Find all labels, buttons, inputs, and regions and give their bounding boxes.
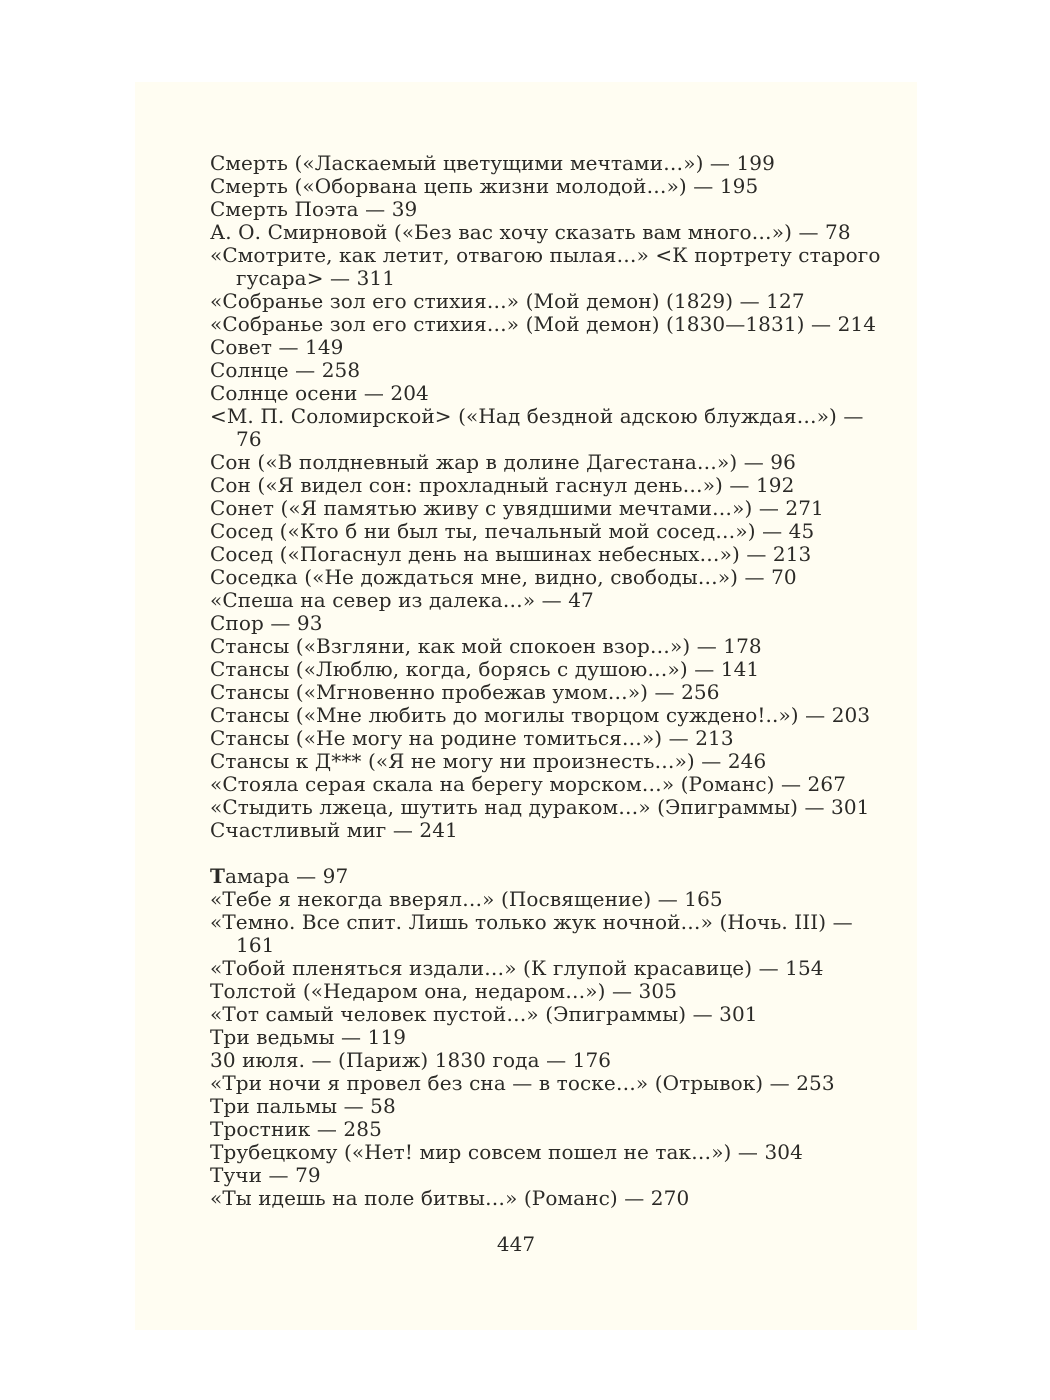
index-line: Совет — 149 [210,335,344,359]
index-line: Солнце осени — 204 [210,381,429,405]
index-line: «Собранье зол его стихия…» (Мой демон) (1829) — 127 [210,289,805,313]
index-line: Сон («В полдневный жар в долине Дагестана…») — 96 [210,450,796,474]
section-lead-letter: Т [210,864,225,888]
index-line: «Три ночи я провел без сна — в тоске…» (Отрывок) — 253 [210,1071,835,1095]
page-number: 447 [496,1232,536,1256]
index-line: А. О. Смирновой («Без вас хочу сказать вам много…») — 78 [210,220,851,244]
index-line: «Спеша на север из далека…» — 47 [210,588,594,612]
index-line: Стансы к Д*** («Я не могу ни произнесть…») — 246 [210,749,767,773]
index-line: «Смотрите, как летит, отвагою пылая…» <К портрету старого [210,243,881,267]
index-line: Соседка («Не дождаться мне, видно, свободы…») — 70 [210,565,797,589]
index-line: «Тобой пленяться издали…» (К глупой красавице) — 154 [210,956,824,980]
index-line: Три пальмы — 58 [210,1094,396,1118]
index-line: Три ведьмы — 119 [210,1025,407,1049]
index-line: «Темно. Все спит. Лишь только жук ночной…» (Ночь. III) — [210,910,853,934]
index-line: Тростник — 285 [210,1117,382,1141]
index-line: гусара> — 311 [236,266,396,290]
index-line: Тамара — 97 [210,864,349,888]
index-line: 30 июля. — (Париж) 1830 года — 176 [210,1048,612,1072]
index-line: Тучи — 79 [210,1163,321,1187]
index-line: «Тот самый человек пустой…» (Эпиграммы) — 301 [210,1002,758,1026]
index-line: Счастливый миг — 241 [210,818,458,842]
index-line: Спор — 93 [210,611,323,635]
index-line: Трубецкому («Нет! мир совсем пошел не так…») — 304 [210,1140,803,1164]
index-line: Смерть («Оборвана цепь жизни молодой…») — 195 [210,174,759,198]
index-line: «Тебе я некогда вверял…» (Посвящение) — 165 [210,887,723,911]
index-line: Смерть («Ласкаемый цветущими мечтами…») — 199 [210,151,775,175]
index-line: Толстой («Недаром она, недаром…») — 305 [210,979,678,1003]
index-line: «Стыдить лжеца, шутить над дураком…» (Эпиграммы) — 301 [210,795,870,819]
index-line: Сосед («Кто б ни был ты, печальный мой сосед…») — 45 [210,519,815,543]
index-line: <М. П. Соломирской> («Над бездной адскою блуждая…») — [210,404,864,428]
index-line: Сон («Я видел сон: прохладный гаснул день…») — 192 [210,473,795,497]
index-line: Стансы («Взгляни, как мой спокоен взор…») — 178 [210,634,762,658]
index-line: 76 [236,427,262,451]
index-line: «Стояла серая скала на берегу морском…» (Романс) — 267 [210,772,847,796]
index-line: 161 [236,933,275,957]
index-line: «Ты идешь на поле битвы…» (Романс) — 270 [210,1186,690,1210]
index-line: Солнце — 258 [210,358,361,382]
book-page [135,82,917,1330]
index-line: Смерть Поэта — 39 [210,197,418,221]
index-line: Сонет («Я памятью живу с увядшими мечтами…») — 271 [210,496,824,520]
index-list [210,151,881,1210]
index-line: «Собранье зол его стихия…» (Мой демон) (1830—1831) — 214 [210,312,877,336]
index-line: Стансы («Не могу на родине томиться…») — 213 [210,726,734,750]
index-line: Сосед («Погаснул день на вышинах небесных…») — 213 [210,542,812,566]
section-gap [210,842,850,865]
index-line: Стансы («Мне любить до могилы творцом суждено!..») — 203 [210,703,871,727]
index-line: Стансы («Люблю, когда, борясь с душою…») — 141 [210,657,760,681]
index-line: Стансы («Мгновенно пробежав умом…») — 256 [210,680,720,704]
